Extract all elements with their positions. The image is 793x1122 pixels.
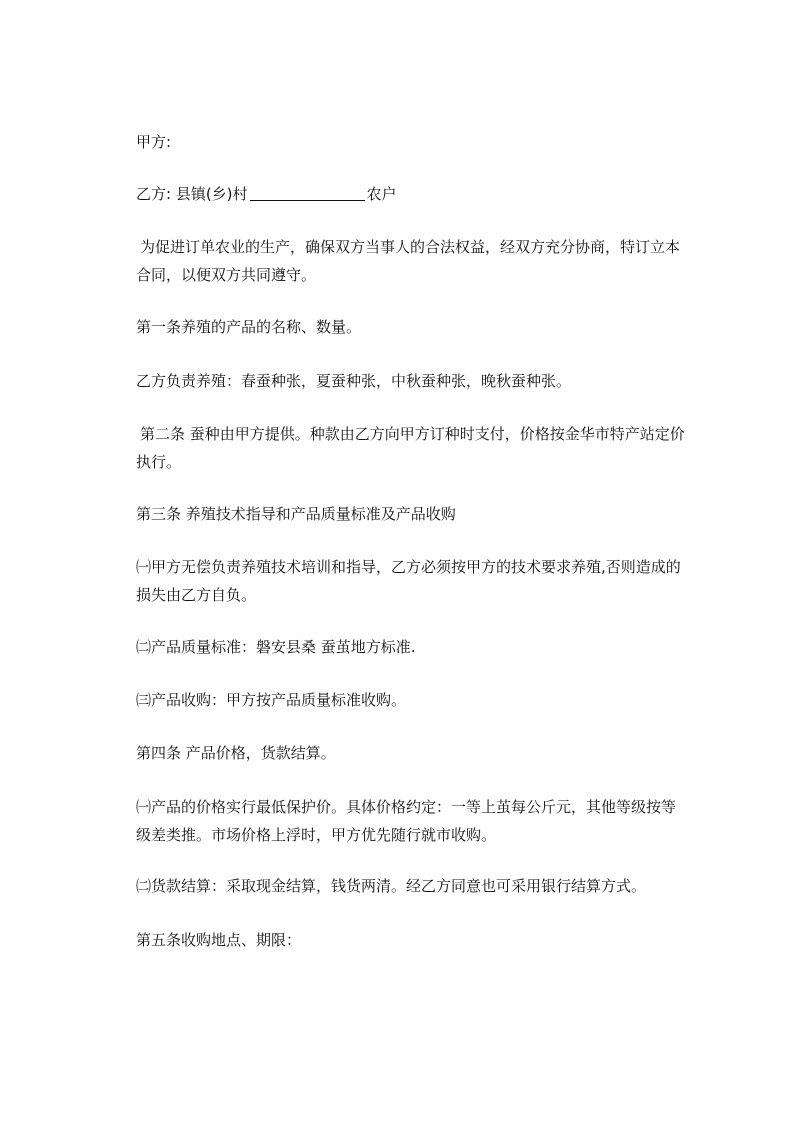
article-4-item-1: ㈠产品的价格实行最低保护价。具体价格约定：一等上茧每公斤元，其他等级按等级差类推。市场价格上浮时，甲方优先随行就市收购。 (136, 798, 677, 844)
intro-paragraph: 为促进订单农业的生产，确保双方当事人的合法权益，经双方充分协商，特订立本合同，以便双方共同遵守。 (136, 238, 681, 284)
article-1-body: 乙方负责养殖：春蚕种张，夏蚕种张，中秋蚕种张，晚秋蚕种张。 (136, 372, 572, 390)
article-3-title: 第三条 养殖技术指导和产品质量标准及产品收购 (136, 505, 456, 523)
article-3-item-2: ㈡产品质量标准：磐安县桑 蚕茧地方标准. (136, 638, 416, 656)
article-3-item-1: ㈠甲方无偿负责养殖技术培训和指导，乙方必须按甲方的技术要求养殖,否则造成的损失由乙方自负。 (136, 558, 681, 604)
article-3-item-3: ㈢产品收购：甲方按产品质量标准收购。 (136, 691, 407, 709)
party-b-line (136, 180, 688, 208)
article-2: 第二条 蚕种由甲方提供。种款由乙方向甲方订种时支付，价格按金华市特产站定价执行。 (136, 425, 685, 471)
party-b-suffix: 农户 (366, 185, 397, 203)
farmer-name-blank (250, 186, 365, 201)
article-5-title: 第五条收购地点、期限： (136, 931, 302, 949)
party-a-line: 甲方: (136, 133, 172, 151)
article-4-title: 第四条 产品价格，货款结算。 (136, 744, 336, 762)
article-4-item-2: ㈡货款结算：采取现金结算，钱货两清。经乙方同意也可采用银行结算方式。 (136, 877, 647, 895)
article-1-title: 第一条养殖的产品的名称、数量。 (136, 318, 362, 336)
party-b-prefix: 乙方: 县镇(乡)村 (136, 185, 248, 203)
